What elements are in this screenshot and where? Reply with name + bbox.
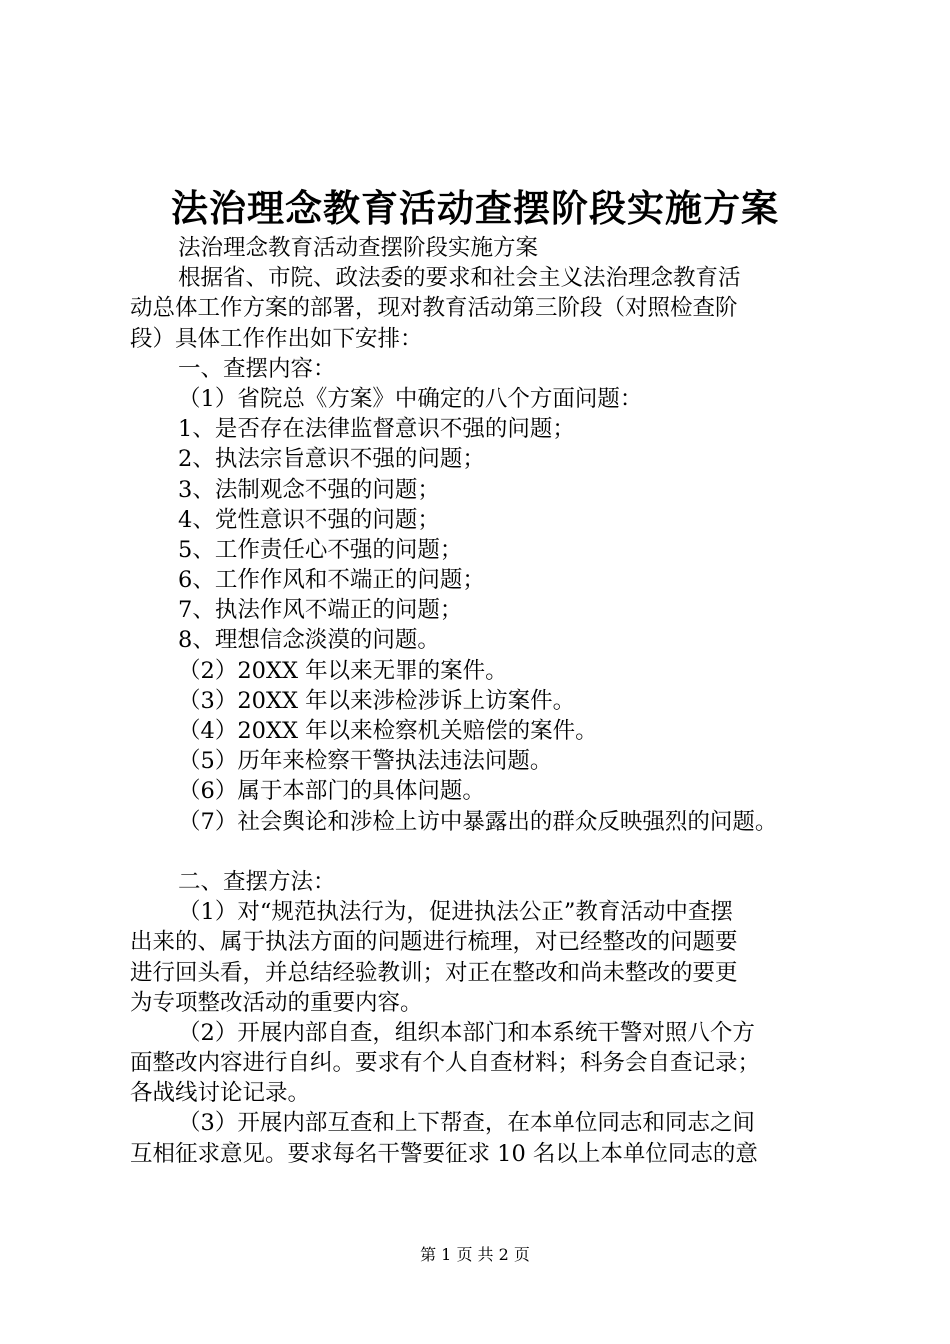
paragraph-line: （1）省院总《方案》中确定的八个方面问题： — [178, 385, 643, 412]
blank-line — [130, 837, 830, 867]
paragraph-line: （2）20XX 年以来无罪的案件。 — [178, 657, 508, 684]
page-footer: 第 1 页 共 2 页 — [420, 1245, 530, 1264]
paragraph-line: 法治理念教育活动查摆阶段实施方案 — [178, 235, 539, 261]
paragraph-line: 互相征求意见。要求每名干警要征求 10 名以上本单位同志的意 — [130, 1140, 758, 1167]
paragraph-line: 进行回头看，并总结经验教训；对正在整改和尚未整改的要更 — [130, 959, 738, 986]
paragraph-line: 出来的、属于执法方面的问题进行梳理，对已经整改的问题要 — [130, 929, 738, 956]
paragraph-line: 8、理想信念淡漠的问题。 — [178, 627, 440, 654]
paragraph-line: 为专项整改活动的重要内容。 — [130, 989, 423, 1016]
document-body — [130, 233, 830, 1169]
paragraph-line: （2）开展内部自查，组织本部门和本系统干警对照八个方 — [178, 1019, 755, 1046]
document-title: 法治理念教育活动查摆阶段实施方案 — [171, 186, 779, 230]
paragraph-line: 二、查摆方法： — [178, 868, 336, 895]
paragraph-line: 一、查摆内容： — [178, 355, 336, 382]
paragraph-line: （4）20XX 年以来检察机关赔偿的案件。 — [178, 718, 598, 744]
paragraph-line: 2、执法宗旨意识不强的问题； — [178, 446, 485, 473]
paragraph-line: 4、党性意识不强的问题； — [178, 506, 440, 533]
paragraph-line: （3）开展内部互查和上下帮查，在本单位同志和同志之间 — [178, 1110, 755, 1137]
paragraph-line: 根据省、市院、政法委的要求和社会主义法治理念教育活 — [178, 265, 741, 292]
paragraph-line: 7、执法作风不端正的问题； — [178, 597, 463, 624]
paragraph-line: 段）具体工作作出如下安排： — [130, 325, 423, 352]
paragraph-line: （7）社会舆论和涉检上访中暴露出的群众反映强烈的问题。 — [178, 808, 778, 835]
paragraph-line: （5）历年来检察干警执法违法问题。 — [178, 748, 553, 775]
paragraph-line: 面整改内容进行自纠。要求有个人自查材料；科务会自查记录； — [130, 1050, 761, 1077]
paragraph-line: 3、法制观念不强的问题； — [178, 476, 440, 503]
paragraph-line: 动总体工作方案的部署，现对教育活动第三阶段（对照检查阶 — [130, 295, 738, 322]
paragraph-line: 5、工作责任心不强的问题； — [178, 536, 463, 563]
paragraph-line: （1）对“规范执法行为，促进执法公正”教育活动中查摆 — [178, 899, 733, 926]
paragraph-line: （6）属于本部门的具体问题。 — [178, 778, 485, 805]
paragraph-line: （3）20XX 年以来涉检涉诉上访案件。 — [178, 687, 576, 714]
paragraph-line: 1、是否存在法律监督意识不强的问题； — [178, 416, 575, 443]
paragraph-line: 6、工作作风和不端正的问题； — [178, 567, 485, 594]
paragraph-line: 各战线讨论记录。 — [130, 1080, 311, 1107]
